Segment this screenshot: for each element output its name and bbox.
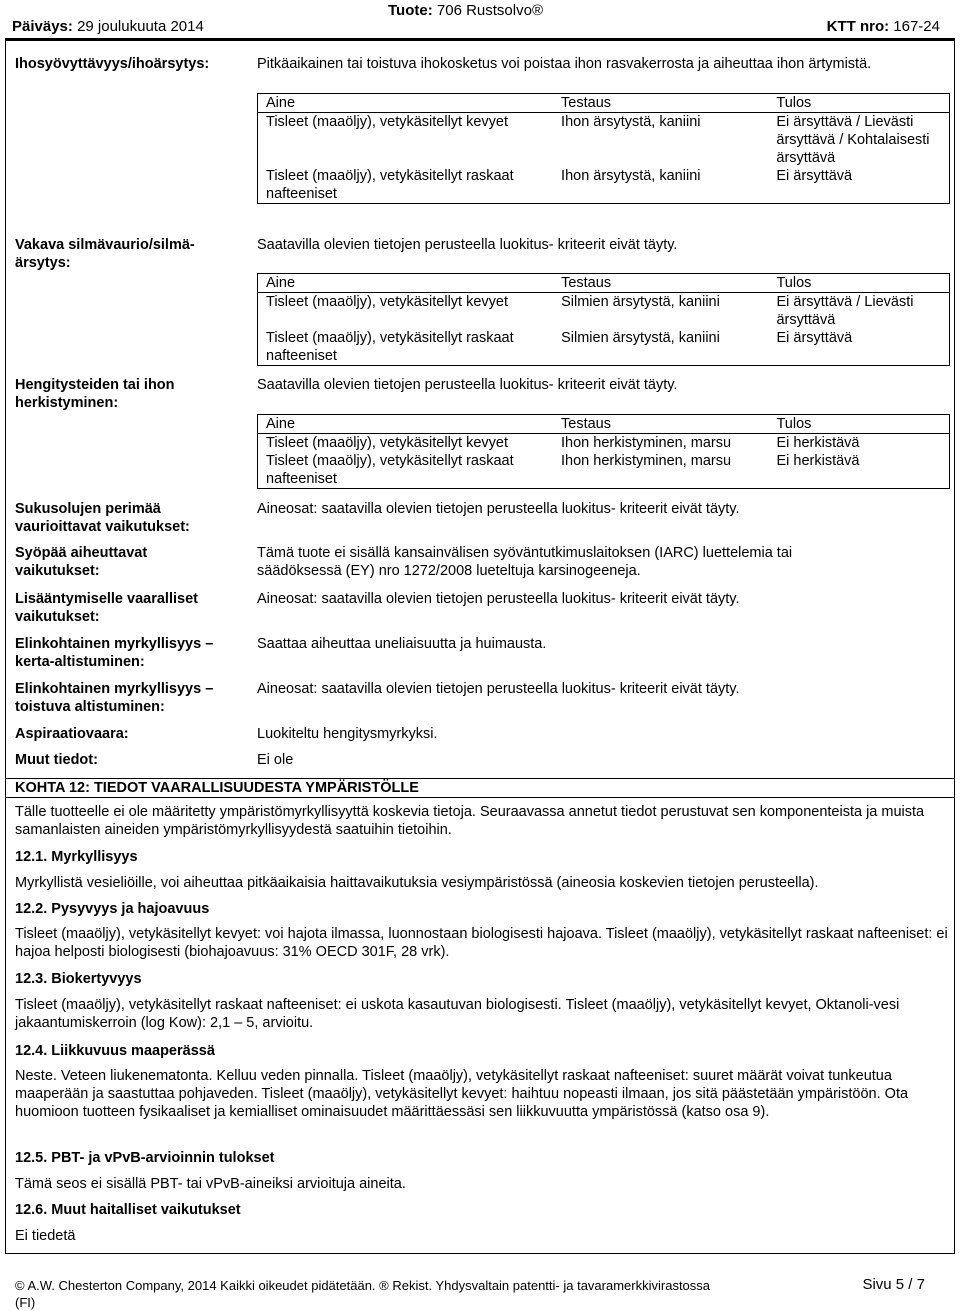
table-header-row	[258, 274, 950, 293]
eye-damage-text: Saatavilla olevien tietojen perusteella luokitus- kriteerit eivät täyty.	[257, 237, 678, 253]
product-value: 706 Rustsolvo®	[436, 2, 543, 19]
table-header-row	[258, 415, 950, 434]
footer	[15, 1277, 715, 1311]
skin-corrosion-text: Pitkäaikainen tai toistuva ihokosketus voi poistaa ihon rasvakerrosta ja aiheuttaa ihon ärtymistä.	[257, 56, 872, 72]
result-cell: Ei ärsyttävä	[776, 330, 853, 346]
result-cell: Ei ärsyttävä / Lievästi ärsyttävä	[776, 294, 914, 328]
other-info-label: Muut tiedot:	[15, 752, 98, 768]
subsection-12-3-text: Tisleet (maaöljy), vetykäsitellyt raskaat nafteeniset: ei uskota kasautuvan biologisesti. Tisleet (maaöljy), vetykäsitellyt kevyet, Oktanoli-vesi jakaantumiskerroin (log Kow): 2,1 – 5, arvioitu.	[15, 997, 900, 1031]
column-header: Testaus	[553, 415, 768, 434]
ktt-value: 167-24	[893, 18, 940, 35]
eye-damage-label: Vakava silmävaurio/silmä-ärsytys:	[15, 237, 195, 271]
mutagenicity-label: Sukusolujen perimää vaurioittavat vaikutukset:	[15, 501, 190, 535]
aspiration-label: Aspiraatiovaara:	[15, 726, 129, 742]
subsection-12-2-title: 12.2. Pysyvyys ja hajoavuus	[15, 901, 210, 917]
reproductive-label: Lisääntymiselle vaaralliset vaikutukset:	[15, 591, 198, 625]
result-cell: Ei ärsyttävä / Lievästi ärsyttävä / Kohtalaisesti ärsyttävä	[776, 114, 930, 166]
reproductive-text: Aineosat: saatavilla olevien tietojen perusteella luokitus- kriteerit eivät täyty.	[257, 591, 740, 607]
date-value: 29 joulukuuta 2014	[77, 18, 204, 35]
aspiration-text: Luokiteltu hengitysmyrkyksi.	[257, 726, 438, 742]
substance-cell: Tisleet (maaöljy), vetykäsitellyt kevyet	[266, 114, 509, 130]
column-header: Testaus	[553, 94, 768, 113]
test-cell: Ihon ärsytystä, kaniini	[561, 168, 701, 184]
test-cell: Ihon herkistyminen, marsu	[561, 435, 732, 451]
result-cell: Ei ärsyttävä	[776, 168, 853, 184]
ktt-number	[827, 18, 940, 35]
subsection-12-5-text: Tämä seos ei sisällä PBT- tai vPvB-aineiksi arvioituja aineita.	[15, 1176, 406, 1192]
product	[388, 2, 543, 19]
substance-cell: Tisleet (maaöljy), vetykäsitellyt kevyet	[266, 294, 509, 310]
section-12-intro: Tälle tuotteelle ei ole määritetty ympäristömyrkyllisyyttä koskevia tietoja. Seuraavassa annetut tiedot perustuvat sen komponenteista ja muista samanlaisten aineiden ympäristömyrkyllisyydestä saatuihin tietoihin.	[15, 804, 925, 838]
subsection-12-6-text: Ei tiedetä	[15, 1228, 76, 1244]
date-label: Päiväys:	[12, 18, 73, 35]
test-cell: Silmien ärsytystä, kaniini	[561, 294, 720, 310]
column-header: Aine	[258, 415, 554, 434]
subsection-12-4-title: 12.4. Liikkuvuus maaperässä	[15, 1043, 215, 1059]
substance-cell: Tisleet (maaöljy), vetykäsitellyt kevyet	[266, 435, 509, 451]
carcinogenicity-label: Syöpää aiheuttavat vaikutukset:	[15, 545, 148, 579]
table-row	[258, 167, 950, 204]
stot-repeated-text: Aineosat: saatavilla olevien tietojen perusteella luokitus- kriteerit eivät täyty.	[257, 681, 740, 697]
carcinogenicity-text: Tämä tuote ei sisällä kansainvälisen syöväntutkimuslaitoksen (IARC) luettelemia tai säädöksessä (EY) nro 1272/2008 lueteltuja karsinogeeneja.	[257, 545, 793, 579]
table-row	[258, 329, 950, 366]
mutagenicity-text: Aineosat: saatavilla olevien tietojen perusteella luokitus- kriteerit eivät täyty.	[257, 501, 740, 517]
column-header: Aine	[258, 94, 554, 113]
table-row	[258, 113, 950, 168]
stot-single-text: Saattaa aiheuttaa uneliaisuutta ja huimausta.	[257, 636, 547, 652]
sensitization-table	[257, 414, 950, 489]
skin-corrosion-label: Ihosyövyttävyys/ihoärsytys:	[15, 56, 210, 72]
subsection-12-3-title: 12.3. Biokertyvyys	[15, 971, 142, 987]
test-cell: Ihon herkistyminen, marsu	[561, 453, 732, 469]
result-cell: Ei herkistävä	[776, 435, 860, 451]
substance-cell: Tisleet (maaöljy), vetykäsitellyt raskaat nafteeniset	[266, 330, 514, 364]
substance-cell: Tisleet (maaöljy), vetykäsitellyt raskaat nafteeniset	[266, 453, 514, 487]
table-row	[258, 293, 950, 330]
stot-single-label: Elinkohtainen myrkyllisyys – kerta-altistuminen:	[15, 636, 214, 670]
table-header-row	[258, 94, 950, 113]
date	[12, 18, 204, 35]
column-header: Tulos	[768, 415, 949, 434]
subsection-12-6-title: 12.6. Muut haitalliset vaikutukset	[15, 1202, 241, 1218]
column-header: Tulos	[768, 94, 949, 113]
table-row	[258, 434, 950, 453]
footer-language: (FI)	[15, 1295, 36, 1310]
subsection-12-1-title: 12.1. Myrkyllisyys	[15, 849, 138, 865]
eye-irritation-table	[257, 273, 950, 366]
subsection-12-2-text: Tisleet (maaöljy), vetykäsitellyt kevyet: voi hajota ilmassa, luonnostaan biologisesti hajoava. Tisleet (maaöljy), vetykäsitellyt raskaat nafteeniset: ei hajoa helposti biologisesti (biohajoavuus: 31% OECD 301F, 28 vrk).	[15, 926, 948, 960]
page-number: Sivu 5 / 7	[862, 1276, 925, 1293]
section-12-title: KOHTA 12: TIEDOT VAARALLISUUDESTA YMPÄRISTÖLLE	[15, 780, 419, 796]
column-header: Testaus	[553, 274, 768, 293]
table-row	[258, 452, 950, 489]
skin-irritation-table	[257, 93, 950, 204]
footer-copyright: © A.W. Chesterton Company, 2014 Kaikki oikeudet pidätetään. ® Rekist. Yhdysvaltain patentti- ja tavaramerkkivirastossa	[15, 1278, 711, 1293]
sensitization-label: Hengitysteiden tai ihon herkistyminen:	[15, 377, 175, 411]
other-info-text: Ei ole	[257, 752, 294, 768]
stot-repeated-label: Elinkohtainen myrkyllisyys – toistuva altistuminen:	[15, 681, 214, 715]
column-header: Aine	[258, 274, 554, 293]
sensitization-text: Saatavilla olevien tietojen perusteella luokitus- kriteerit eivät täyty.	[257, 377, 678, 393]
document-header	[0, 0, 960, 40]
product-label: Tuote:	[388, 2, 433, 19]
subsection-12-1-text: Myrkyllistä vesieliöille, voi aiheuttaa pitkäaikaisia haittavaikutuksia vesiympäristössä (aineosia koskevien tietojen perusteella).	[15, 875, 819, 891]
substance-cell: Tisleet (maaöljy), vetykäsitellyt raskaat nafteeniset	[266, 168, 514, 202]
subsection-12-4-text: Neste. Veteen liukenematonta. Kelluu veden pinnalla. Tisleet (maaöljy), vetykäsitellyt raskaat nafteeniset: suuret määrät voivat tunkeutua maaperään ja saastuttaa pohjaveden. Tisleet (maaöljy), vetykäsitellyt kevyet: haihtuu nopeasti ilmaan, jos sitä päästetään ympäristöön. Ota huomioon tuotteen fysikaaliset ja kemialliset ominaisuudet määrittäessäsi sen liikkuvuutta ympäristössä (katso osa 9).	[15, 1068, 909, 1120]
subsection-12-5-title: 12.5. PBT- ja vPvB-arvioinnin tulokset	[15, 1150, 275, 1166]
test-cell: Silmien ärsytystä, kaniini	[561, 330, 720, 346]
column-header: Tulos	[768, 274, 949, 293]
ktt-label: KTT nro:	[826, 18, 890, 35]
result-cell: Ei herkistävä	[776, 453, 860, 469]
test-cell: Ihon ärsytystä, kaniini	[561, 114, 701, 130]
